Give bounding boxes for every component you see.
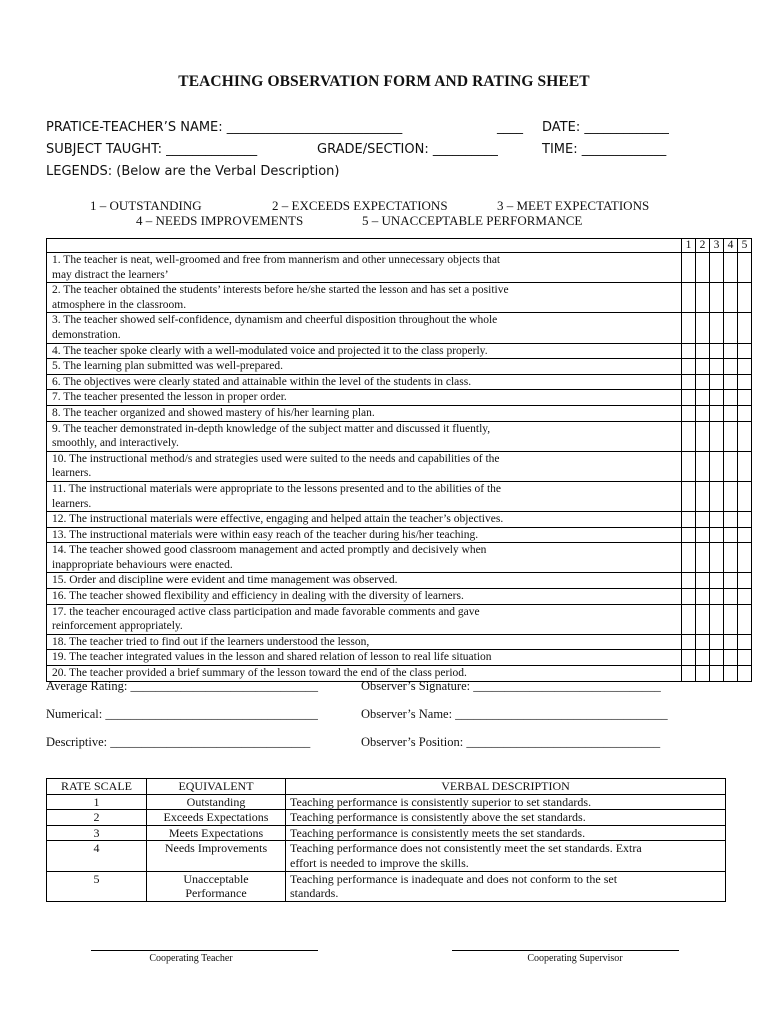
legend-row xyxy=(47,871,726,901)
equivalent-cell xyxy=(147,794,286,810)
column-header-1: 1 xyxy=(682,239,696,253)
rating-cell-4[interactable] xyxy=(724,604,738,634)
verbal-description-cell xyxy=(286,810,726,826)
rating-cell-3[interactable] xyxy=(710,421,724,451)
criteria-text xyxy=(47,313,682,343)
rating-cell-3[interactable] xyxy=(710,650,724,666)
rating-cell-4[interactable] xyxy=(724,421,738,451)
criteria-row xyxy=(47,283,752,313)
criteria-row xyxy=(47,543,752,573)
rating-cell-2[interactable] xyxy=(696,343,710,359)
criteria-row xyxy=(47,359,752,375)
criteria-row xyxy=(47,481,752,511)
criteria-row xyxy=(47,253,752,283)
rating-cell-5[interactable] xyxy=(738,359,752,375)
rating-cell-1[interactable] xyxy=(682,405,696,421)
rating-cell-3[interactable] xyxy=(710,374,724,390)
verbal-description-cell-line: Teaching performance does not consistently meet the set standards. Extra xyxy=(290,841,642,856)
rating-cell-3[interactable] xyxy=(710,343,724,359)
equivalent-cell-line: Needs Improvements xyxy=(164,841,268,856)
rating-cell-4[interactable] xyxy=(724,283,738,313)
rating-cell-5[interactable] xyxy=(738,283,752,313)
rating-cell-3[interactable] xyxy=(710,313,724,343)
rating-cell-3[interactable] xyxy=(710,481,724,511)
rating-table xyxy=(46,238,752,682)
rating-cell-3[interactable] xyxy=(710,359,724,375)
rating-cell-5[interactable] xyxy=(738,405,752,421)
rating-cell-1[interactable] xyxy=(682,481,696,511)
rating-cell-5[interactable] xyxy=(738,313,752,343)
legend-header-row xyxy=(47,779,726,795)
observer-position-field[interactable]: Observer’s Position: _______________________________ xyxy=(361,735,661,749)
rating-cell-2[interactable] xyxy=(696,451,710,481)
criteria-line: 14. The teacher showed good classroom management and acted promptly and decisively when xyxy=(52,544,487,557)
equivalent-cell-line: Performance xyxy=(185,886,247,901)
criteria-text xyxy=(47,283,682,313)
criteria-row xyxy=(47,589,752,605)
criteria-text xyxy=(47,481,682,511)
criteria-line: 5. The learning plan submitted was well-prepared. xyxy=(52,360,283,373)
criteria-row xyxy=(47,650,752,666)
rate-scale-cell-line: 1 xyxy=(93,794,100,809)
rating-cell-3[interactable] xyxy=(710,512,724,528)
rating-cell-3[interactable] xyxy=(710,390,724,406)
subject-field[interactable]: SUBJECT TAUGHT: ______________ xyxy=(46,142,258,157)
criteria-line: 19. The teacher integrated values in the lesson and shared relation of lesson to real life situation xyxy=(52,651,492,664)
rating-cell-2[interactable] xyxy=(696,543,710,573)
date-field[interactable]: DATE: _____________ xyxy=(542,120,669,135)
equivalent-cell-line: Meets Expectations xyxy=(168,825,264,840)
criteria-text xyxy=(47,253,682,283)
equivalent-cell xyxy=(147,871,286,901)
criteria-text xyxy=(47,604,682,634)
rating-cell-4[interactable] xyxy=(724,634,738,650)
rating-cell-2[interactable] xyxy=(696,253,710,283)
rating-cell-5[interactable] xyxy=(738,527,752,543)
verbal-description-header: VERBAL DESCRIPTION xyxy=(286,779,726,795)
rating-cell-1[interactable] xyxy=(682,283,696,313)
column-header-3: 3 xyxy=(710,239,724,253)
rate-scale-cell xyxy=(47,871,147,901)
rating-cell-1[interactable] xyxy=(682,343,696,359)
criteria-line: 15. Order and discipline were evident and time management was observed. xyxy=(52,574,398,587)
criteria-text xyxy=(47,543,682,573)
criteria-row xyxy=(47,313,752,343)
rating-cell-4[interactable] xyxy=(724,374,738,390)
column-header-4: 4 xyxy=(724,239,738,253)
equivalent-cell xyxy=(147,825,286,841)
rating-cell-2[interactable] xyxy=(696,481,710,511)
rating-cell-5[interactable] xyxy=(738,634,752,650)
rating-cell-5[interactable] xyxy=(738,390,752,406)
criteria-line: 17. the teacher encouraged active class participation and made favorable comments and gave xyxy=(52,605,480,618)
rating-cell-3[interactable] xyxy=(710,405,724,421)
criteria-line: 3. The teacher showed self-confidence, dynamism and cheerful disposition throughout the whole xyxy=(52,314,498,327)
criteria-line: demonstration. xyxy=(52,328,121,341)
rating-cell-1[interactable] xyxy=(682,253,696,283)
rating-cell-5[interactable] xyxy=(738,451,752,481)
criteria-text xyxy=(47,343,682,359)
rating-cell-4[interactable] xyxy=(724,666,738,682)
rating-cell-2[interactable] xyxy=(696,421,710,451)
rating-cell-3[interactable] xyxy=(710,634,724,650)
criteria-text xyxy=(47,589,682,605)
rate-scale-cell-line: 4 xyxy=(93,841,100,856)
rating-cell-2[interactable] xyxy=(696,527,710,543)
rating-cell-4[interactable] xyxy=(724,512,738,528)
rating-cell-2[interactable] xyxy=(696,666,710,682)
rating-cell-5[interactable] xyxy=(738,512,752,528)
criteria-text xyxy=(47,527,682,543)
rating-cell-5[interactable] xyxy=(738,604,752,634)
rating-cell-4[interactable] xyxy=(724,313,738,343)
rating-cell-4[interactable] xyxy=(724,573,738,589)
rate-scale-cell xyxy=(47,841,147,871)
rating-cell-4[interactable] xyxy=(724,253,738,283)
criteria-line: smoothly, and interactively. xyxy=(52,437,179,450)
rating-cell-1[interactable] xyxy=(682,543,696,573)
criteria-row xyxy=(47,451,752,481)
rating-cell-5[interactable] xyxy=(738,666,752,682)
criteria-text xyxy=(47,374,682,390)
rating-cell-1[interactable] xyxy=(682,573,696,589)
rating-cell-2[interactable] xyxy=(696,604,710,634)
rating-cell-5[interactable] xyxy=(738,374,752,390)
criteria-row xyxy=(47,374,752,390)
rate-scale-cell-line: 5 xyxy=(93,871,100,886)
rating-cell-3[interactable] xyxy=(710,283,724,313)
criteria-row xyxy=(47,512,752,528)
rating-cell-2[interactable] xyxy=(696,589,710,605)
verbal-description-cell-line: effort is needed to improve the skills. xyxy=(290,855,469,870)
cooperating-supervisor-signature-line[interactable] xyxy=(452,950,679,951)
rating-cell-5[interactable] xyxy=(738,253,752,283)
rate-scale-header: RATE SCALE xyxy=(47,779,147,795)
rating-cell-5[interactable] xyxy=(738,481,752,511)
rating-cell-5[interactable] xyxy=(738,343,752,359)
criteria-row xyxy=(47,390,752,406)
rating-cell-1[interactable] xyxy=(682,451,696,481)
form-title: TEACHING OBSERVATION FORM AND RATING SHEET xyxy=(178,73,590,90)
rating-cell-5[interactable] xyxy=(738,589,752,605)
rating-cell-4[interactable] xyxy=(724,481,738,511)
rating-cell-1[interactable] xyxy=(682,512,696,528)
criteria-text xyxy=(47,405,682,421)
rating-cell-2[interactable] xyxy=(696,650,710,666)
observer-name-field[interactable]: Observer’s Name: __________________________________ xyxy=(361,707,668,721)
criteria-line: 10. The instructional method/s and strategies used were suited to the needs and capabilities of the xyxy=(52,452,500,465)
rate-scale-cell-line: 3 xyxy=(93,825,100,840)
equivalent-cell-line: Unacceptable xyxy=(183,871,249,886)
criteria-row xyxy=(47,405,752,421)
rating-cell-3[interactable] xyxy=(710,543,724,573)
rate-scale-cell xyxy=(47,810,147,826)
criteria-line: learners. xyxy=(52,497,92,510)
verbal-description-cell-line: standards. xyxy=(290,886,339,901)
cooperating-supervisor-label: Cooperating Supervisor xyxy=(527,953,623,964)
rating-header-row xyxy=(47,239,752,253)
criteria-line: 20. The teacher provided a brief summary of the lesson toward the end of the class period. xyxy=(52,667,467,680)
equivalent-cell xyxy=(147,810,286,826)
criteria-row xyxy=(47,604,752,634)
rating-cell-4[interactable] xyxy=(724,451,738,481)
rating-cell-3[interactable] xyxy=(710,451,724,481)
legend-row xyxy=(47,825,726,841)
rating-cell-4[interactable] xyxy=(724,390,738,406)
rating-cell-2[interactable] xyxy=(696,374,710,390)
rating-cell-1[interactable] xyxy=(682,313,696,343)
scale-5: 5 – UNACCEPTABLE PERFORMANCE xyxy=(362,213,583,228)
rating-cell-4[interactable] xyxy=(724,343,738,359)
time-field[interactable]: TIME: _____________ xyxy=(542,142,667,157)
average-rating-field[interactable]: Average Rating: ______________________________ xyxy=(46,679,318,693)
rating-cell-5[interactable] xyxy=(738,543,752,573)
legend-row xyxy=(47,810,726,826)
rating-cell-4[interactable] xyxy=(724,650,738,666)
criteria-text xyxy=(47,421,682,451)
criteria-text xyxy=(47,650,682,666)
equivalent-cell-line: Outstanding xyxy=(186,794,246,809)
criteria-line: 7. The teacher presented the lesson in proper order. xyxy=(52,391,287,404)
criteria-text xyxy=(47,451,682,481)
rate-scale-cell-line: 2 xyxy=(93,810,100,825)
criteria-line: 12. The instructional materials were effective, engaging and helped attain the teacher’s objectives. xyxy=(52,513,504,526)
rating-cell-5[interactable] xyxy=(738,650,752,666)
criteria-line: atmosphere in the classroom. xyxy=(52,298,187,311)
legend-row xyxy=(47,841,726,871)
criteria-header-cell xyxy=(47,239,682,253)
rating-cell-3[interactable] xyxy=(710,604,724,634)
rating-cell-5[interactable] xyxy=(738,421,752,451)
criteria-row xyxy=(47,573,752,589)
scale-3: 3 – MEET EXPECTATIONS xyxy=(497,198,650,213)
rating-cell-3[interactable] xyxy=(710,253,724,283)
criteria-line: may distract the learners’ xyxy=(52,268,169,281)
rating-cell-3[interactable] xyxy=(710,573,724,589)
criteria-row xyxy=(47,527,752,543)
criteria-line: 6. The objectives were clearly stated and attainable within the level of the students in class. xyxy=(52,375,472,388)
rating-cell-1[interactable] xyxy=(682,634,696,650)
grade-section-field[interactable]: GRADE/SECTION: __________ xyxy=(317,142,498,157)
rating-cell-2[interactable] xyxy=(696,512,710,528)
observer-signature-field[interactable]: Observer’s Signature: ______________________________ xyxy=(361,679,661,693)
verbal-description-cell-line: Teaching performance is consistently above the set standards. xyxy=(290,810,586,825)
rating-cell-2[interactable] xyxy=(696,390,710,406)
column-header-2: 2 xyxy=(696,239,710,253)
criteria-line: 11. The instructional materials were appropriate to the lessons presented and to the abilities of the xyxy=(52,482,502,495)
criteria-line: 13. The instructional materials were within easy reach of the teacher during his/her teaching. xyxy=(52,528,479,541)
rate-scale-cell xyxy=(47,794,147,810)
verbal-description-cell xyxy=(286,841,726,871)
rating-cell-2[interactable] xyxy=(696,283,710,313)
column-header-5: 5 xyxy=(738,239,752,253)
rating-cell-1[interactable] xyxy=(682,650,696,666)
rating-cell-1[interactable] xyxy=(682,359,696,375)
criteria-line: reinforcement appropriately. xyxy=(52,620,183,633)
rating-cell-2[interactable] xyxy=(696,573,710,589)
rating-cell-4[interactable] xyxy=(724,543,738,573)
verbal-description-cell-line: Teaching performance is consistently meets the set standards. xyxy=(290,825,586,840)
criteria-text xyxy=(47,634,682,650)
criteria-line: inappropriate behaviours were enacted. xyxy=(52,558,233,571)
scale-4: 4 – NEEDS IMPROVEMENTS xyxy=(136,213,304,228)
numerical-field[interactable]: Numerical: __________________________________ xyxy=(46,707,318,721)
criteria-text xyxy=(47,573,682,589)
criteria-line: 4. The teacher spoke clearly with a well-modulated voice and projected it to the class properly. xyxy=(52,344,488,357)
rating-cell-4[interactable] xyxy=(724,359,738,375)
criteria-line: 16. The teacher showed flexibility and efficiency in dealing with the diversity of learners. xyxy=(52,590,464,603)
rating-cell-2[interactable] xyxy=(696,634,710,650)
verbal-description-cell xyxy=(286,871,726,901)
criteria-line: 2. The teacher obtained the students’ interests before he/she started the lesson and has set a positive xyxy=(52,284,509,297)
rating-cell-1[interactable] xyxy=(682,374,696,390)
criteria-line: learners. xyxy=(52,467,92,480)
scale-1: 1 – OUTSTANDING xyxy=(90,198,202,213)
descriptive-field[interactable]: Descriptive: ________________________________ xyxy=(46,735,311,749)
legend-row xyxy=(47,794,726,810)
criteria-line: 9. The teacher demonstrated in-depth knowledge of the subject matter and discussed it fluently, xyxy=(52,422,491,435)
scale-2: 2 – EXCEEDS EXPECTATIONS xyxy=(272,198,448,213)
rating-cell-1[interactable] xyxy=(682,390,696,406)
verbal-description-cell xyxy=(286,794,726,810)
verbal-description-cell-line: Teaching performance is inadequate and does not conform to the set xyxy=(290,871,618,886)
rating-cell-3[interactable] xyxy=(710,666,724,682)
rating-cell-2[interactable] xyxy=(696,405,710,421)
rating-cell-2[interactable] xyxy=(696,313,710,343)
verbal-description-cell xyxy=(286,825,726,841)
equivalent-cell-line: Exceeds Expectations xyxy=(163,810,269,825)
criteria-line: 1. The teacher is neat, well-groomed and free from mannerism and other unnecessary objects that xyxy=(52,254,501,266)
criteria-row xyxy=(47,634,752,650)
rating-cell-5[interactable] xyxy=(738,573,752,589)
rating-cell-4[interactable] xyxy=(724,527,738,543)
rate-scale-cell xyxy=(47,825,147,841)
extra-blank-field[interactable]: ____ xyxy=(497,120,523,135)
criteria-text xyxy=(47,359,682,375)
criteria-line: 18. The teacher tried to find out if the learners understood the lesson, xyxy=(52,635,370,648)
cooperating-teacher-label: Cooperating Teacher xyxy=(149,953,233,964)
rating-cell-1[interactable] xyxy=(682,604,696,634)
criteria-text xyxy=(47,512,682,528)
rating-cell-1[interactable] xyxy=(682,666,696,682)
rating-cell-4[interactable] xyxy=(724,589,738,605)
criteria-row xyxy=(47,343,752,359)
rating-cell-1[interactable] xyxy=(682,589,696,605)
equivalent-header: EQUIVALENT xyxy=(147,779,286,795)
legend-table xyxy=(46,778,726,902)
rating-cell-1[interactable] xyxy=(682,527,696,543)
verbal-description-cell-line: Teaching performance is consistently superior to set standards. xyxy=(290,794,592,809)
teacher-name-field[interactable]: PRATICE-TEACHER’S NAME: ___________________________ xyxy=(46,120,403,135)
criteria-text xyxy=(47,390,682,406)
rating-cell-4[interactable] xyxy=(724,405,738,421)
cooperating-teacher-signature-line[interactable] xyxy=(91,950,318,951)
criteria-line: 8. The teacher organized and showed mastery of his/her learning plan. xyxy=(52,406,375,419)
rating-cell-2[interactable] xyxy=(696,359,710,375)
rating-cell-3[interactable] xyxy=(710,589,724,605)
rating-cell-1[interactable] xyxy=(682,421,696,451)
rating-cell-3[interactable] xyxy=(710,527,724,543)
equivalent-cell xyxy=(147,841,286,871)
criteria-row xyxy=(47,421,752,451)
